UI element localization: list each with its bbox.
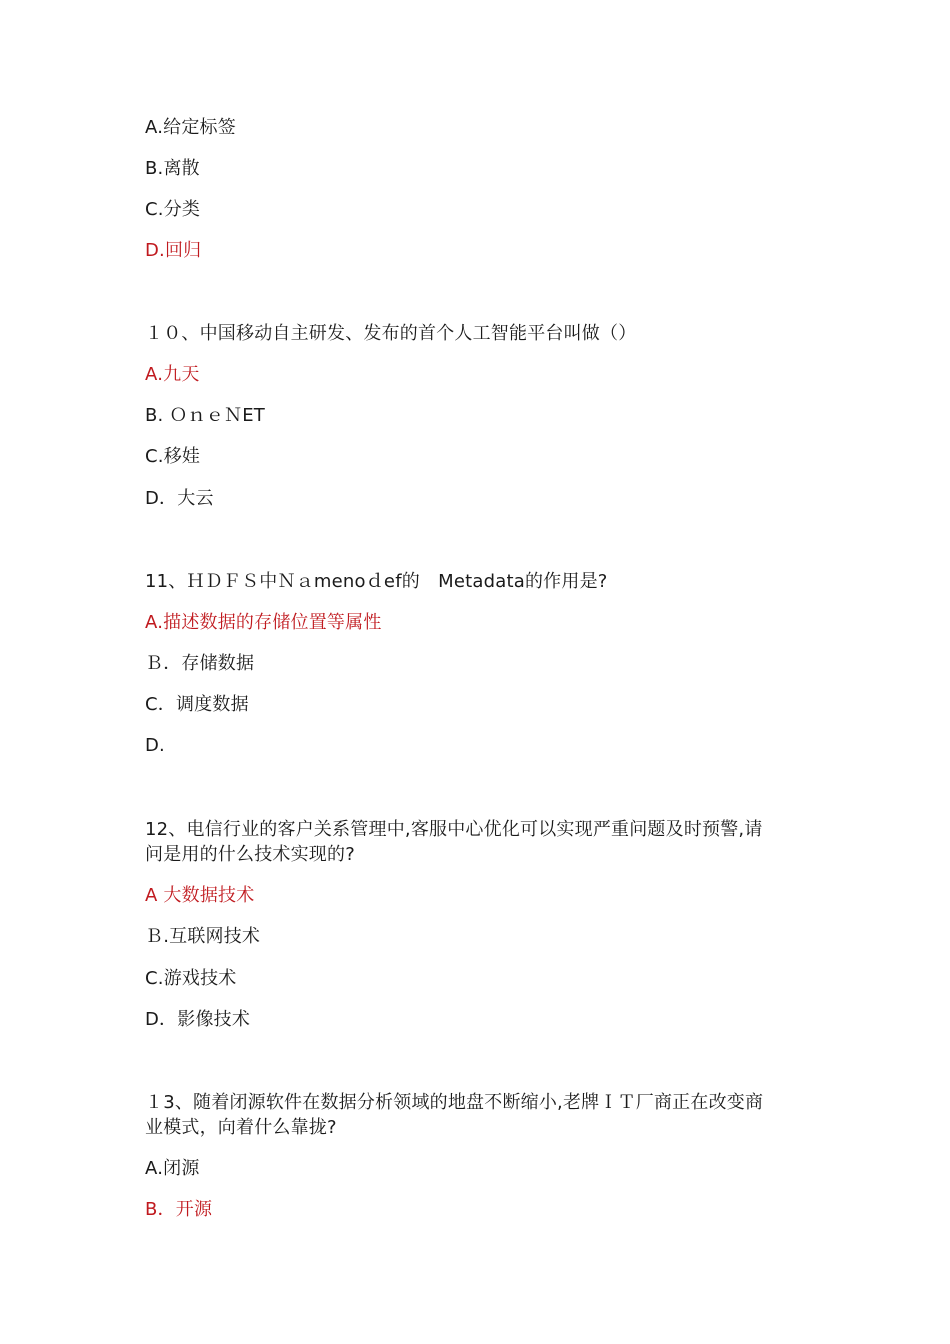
q9-option-d-correct: D.回归 [145,240,202,261]
q10-option-d: D．大云 [145,488,214,509]
q13-option-a: A.闭源 [145,1158,200,1179]
q11-question: 11、ＨＤＦＳ中Ｎａmenoｄef的 Metadata的作用是? [145,571,608,592]
q13-option-b-correct: B．开源 [145,1199,213,1220]
q11-option-d: D. [145,735,165,756]
q10-question: １０、中国移动自主研发、发布的首个人工智能平台叫做（） [145,323,637,344]
q12-option-d: D．影像技术 [145,1009,251,1030]
q11-option-a-correct: A.描述数据的存储位置等属性 [145,612,382,633]
q13-question-line2: 业模式，向着什么靠拢? [145,1117,337,1138]
q10-option-a-correct: A.九天 [145,364,200,385]
q10-option-b: B. ＯｎｅＮET [145,405,265,426]
q9-option-c: C.分类 [145,199,201,220]
q12-option-b: Ｂ.互联网技术 [145,926,261,947]
q9-option-b: B.离散 [145,158,200,179]
q12-question-line1: 12、电信行业的客户关系管理中,客服中心优化可以实现严重问题及时预警,请 [145,819,763,840]
q10-option-c: C.移娃 [145,446,201,467]
q9-option-a: A.给定标签 [145,117,236,138]
q11-option-c: C．调度数据 [145,694,249,715]
q11-option-b: Ｂ．存储数据 [145,653,255,674]
q12-option-c: C.游戏技术 [145,968,237,989]
q13-question-line1: １3、随着闭源软件在数据分析领域的地盘不断缩小,老牌ＩＴ厂商正在改变商 [145,1092,764,1113]
q12-option-a-correct: A 大数据技术 [145,885,255,906]
q12-question-line2: 问是用的什么技术实现的? [145,844,355,865]
